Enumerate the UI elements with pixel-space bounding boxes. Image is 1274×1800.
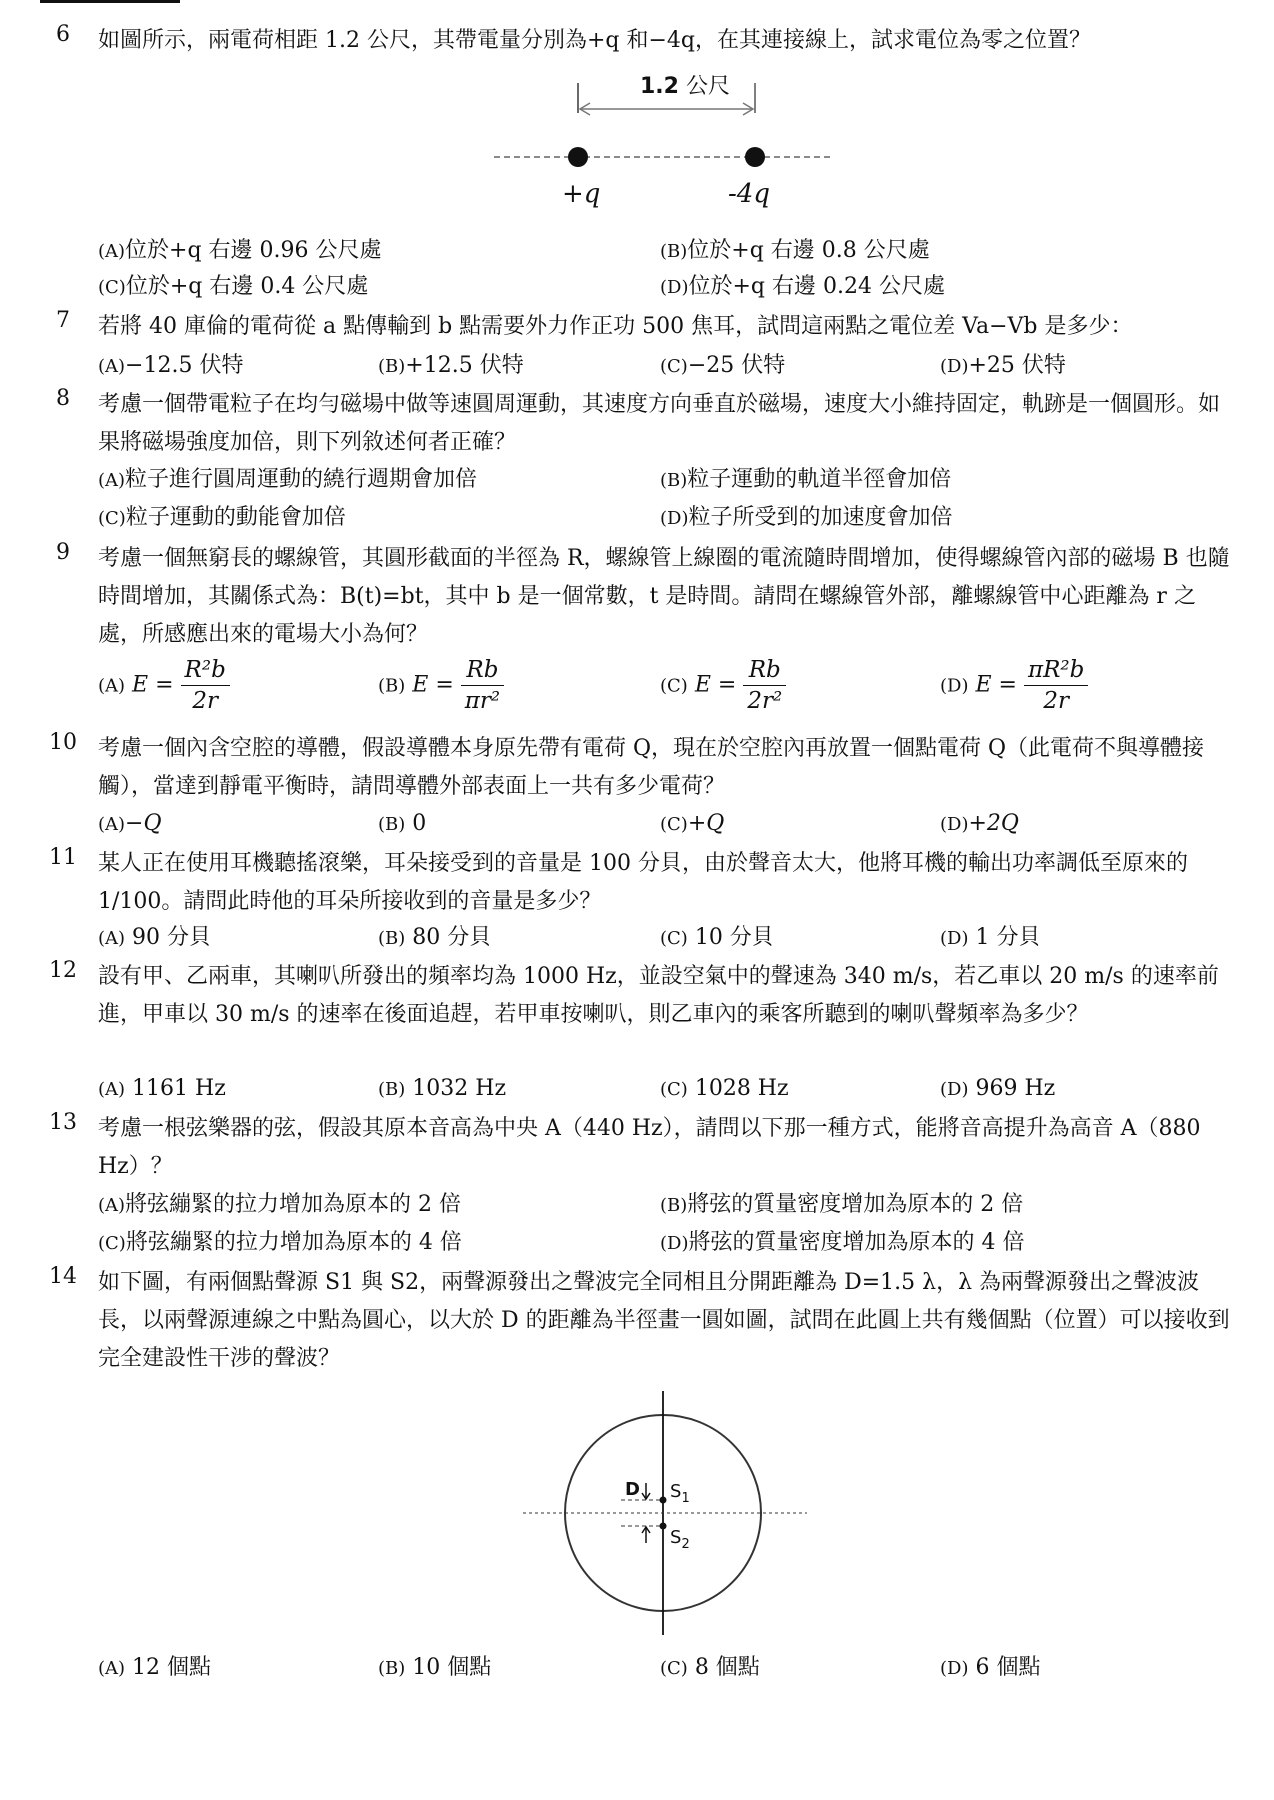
question-text: 如圖所示，兩電荷相距 1.2 公尺，其帶電量分別為+q 和−4q，在其連接線上，試求電位為零之位置？ [98,28,1091,53]
charge1-label: +q [562,179,601,209]
option-b[interactable]: (B)位於+q 右邊 0.8 公尺處 [660,238,930,263]
option-c[interactable]: (C)+Q [660,811,725,836]
option-d[interactable]: (D) 6 個點 [940,1655,1041,1680]
option-c[interactable]: (C) 10 分貝 [660,925,774,950]
distance-unit: 公尺 [678,74,730,99]
question-text: 某人正在使用耳機聽搖滾樂，耳朵接受到的音量是 100 分貝，由於聲音太大，他將耳機的輸出功率調低至原來的 1/100。請問此時他的耳朵所接收到的音量是多少？ [98,851,1188,914]
question-number: 8 [56,386,70,411]
question-text: 考慮一根弦樂器的弦，假設其原本音高為中央 A（440 Hz），請問以下那一種方式，能將音高提升為高音 A（880 Hz）？ [98,1116,1201,1179]
option-c[interactable]: (C)將弦繃緊的拉力增加為原本的 4 倍 [98,1230,462,1255]
question-number: 11 [49,845,77,870]
question-text: 考慮一個帶電粒子在均勻磁場中做等速圓周運動，其速度方向垂直於磁場，速度大小維持固定，軌跡是一個圓形。如果將磁場強度加倍，則下列敘述何者正確？ [98,392,1221,455]
option-c[interactable]: (C) E = $\frac{Rb}{\text{2r²}}$ [660,655,786,716]
svg-text:S1 [670,1481,690,1506]
fraction: $\frac{\text{R²b}}{2r}$ [181,655,230,716]
option-c[interactable]: (C) 1028 Hz [660,1076,789,1101]
question-text: 考慮一個無窮長的螺線管，其圓形截面的半徑為 R，螺線管上線圈的電流隨時間增加，使得螺線管內部的磁場 B 也隨時間增加，其關係式為：B(t)=bt，其中 b 是一個常數，t 是時間。請問在螺線管外部，離螺線管中心距離為 r 之處，所感應出來的電場大小為何？ [98,546,1230,647]
option-b[interactable]: (B) E = $\frac{Rb}{\text{πr²}}$ [378,655,504,716]
option-b[interactable]: (B) 80 分貝 [378,925,492,950]
option-a[interactable]: (A) 12 個點 [98,1655,212,1680]
option-c[interactable]: (C)−25 伏特 [660,353,786,378]
option-b[interactable]: (B) 10 個點 [378,1655,492,1680]
s1-label: S [670,1481,682,1502]
option-a[interactable]: (A)將弦繃緊的拉力增加為原本的 2 倍 [98,1192,462,1217]
option-d[interactable]: (D)+2Q [940,811,1019,836]
option-c[interactable]: (C)位於+q 右邊 0.4 公尺處 [98,274,369,299]
distance-value: 1.2 [640,74,679,99]
question-text: 若將 40 庫倫的電荷從 a 點傳輸到 b 點需要外力作正功 500 焦耳，試問這兩點之電位差 Va−Vb 是多少： [98,314,1133,339]
charge-plus-q [568,147,588,167]
option-b[interactable]: (B)將弦的質量密度增加為原本的 2 倍 [660,1192,1024,1217]
question-number: 10 [49,730,77,755]
option-a[interactable]: (A)−12.5 伏特 [98,353,244,378]
question-text: 如下圖，有兩個點聲源 S1 與 S2，兩聲源發出之聲波完全同相且分開距離為 D=1.5 λ，λ 為兩聲源發出之聲波波長，以兩聲源連線之中點為圓心，以大於 D 的距離為半徑畫一圓如圖，試問在此圓上共有幾個點（位置）可以接收到完全建設性干涉的聲波？ [98,1270,1230,1371]
source-s1 [660,1497,667,1504]
charge-minus-4q [745,147,765,167]
option-d[interactable]: (D) 1 分貝 [940,925,1041,950]
fraction: $\frac{Rb}{\text{πr²}}$ [461,655,504,716]
question-number: 9 [56,540,70,565]
option-a[interactable]: (A)粒子進行圓周運動的繞行週期會加倍 [98,467,478,492]
option-b[interactable]: (B) 0 [378,811,427,836]
option-d[interactable]: (D)+25 伏特 [940,353,1066,378]
option-a[interactable]: (A)−Q [98,811,162,836]
d-label: D [625,1479,640,1500]
question-number: 13 [49,1110,77,1135]
question-number: 7 [56,308,70,333]
option-d[interactable]: (D)位於+q 右邊 0.24 公尺處 [660,274,945,299]
option-d[interactable]: (D)將弦的質量密度增加為原本的 4 倍 [660,1230,1025,1255]
question-text: 考慮一個內含空腔的導體，假設導體本身原先帶有電荷 Q，現在於空腔內再放置一個點電荷 Q（此電荷不與導體接觸），當達到靜電平衡時，請問導體外部表面上一共有多少電荷？ [98,736,1205,799]
fraction: $\frac{\text{πR²b}}{2r}$ [1024,655,1088,716]
question-number: 12 [49,958,77,983]
question-number: 14 [49,1264,77,1289]
s2-subscript: 2 [681,1537,690,1552]
question-text: 設有甲、乙兩車，其喇叭所發出的頻率均為 1000 Hz，並設空氣中的聲速為 340 m/s，若乙車以 20 m/s 的速率前進，甲車以 30 m/s 的速率在後面追趕，若甲車按喇叭，則乙車內的乘客所聽到的喇叭聲頻率為多少？ [98,964,1219,1027]
s2-label: S [670,1527,682,1548]
option-d[interactable]: (D) 969 Hz [940,1076,1056,1101]
option-b[interactable]: (B)+12.5 伏特 [378,353,524,378]
option-a[interactable]: (A) E = $\frac{\text{R²b}}{2r}$ [98,655,230,716]
header-rule [40,0,180,3]
charge2-label: -4q [728,179,770,209]
option-a[interactable]: (A) 1161 Hz [98,1076,226,1101]
option-a[interactable]: (A) 90 分貝 [98,925,212,950]
option-c[interactable]: (C)粒子運動的動能會加倍 [98,505,346,530]
sound-sources-figure [515,1385,815,1645]
source-s2 [660,1523,667,1530]
option-b[interactable]: (B) 1032 Hz [378,1076,507,1101]
option-a[interactable]: (A)位於+q 右邊 0.96 公尺處 [98,238,382,263]
svg-text:S2 [670,1527,690,1552]
option-b[interactable]: (B)粒子運動的軌道半徑會加倍 [660,467,952,492]
s1-subscript: 1 [681,1491,690,1506]
charges-figure [490,65,850,215]
option-d[interactable]: (D)粒子所受到的加速度會加倍 [660,505,953,530]
option-c[interactable]: (C) 8 個點 [660,1655,760,1680]
fraction: $\frac{Rb}{\text{2r²}}$ [743,655,786,716]
option-d[interactable]: (D) E = $\frac{\text{πR²b}}{2r}$ [940,655,1088,716]
question-number: 6 [56,22,70,47]
svg-text:1.2 公尺 [640,74,730,99]
